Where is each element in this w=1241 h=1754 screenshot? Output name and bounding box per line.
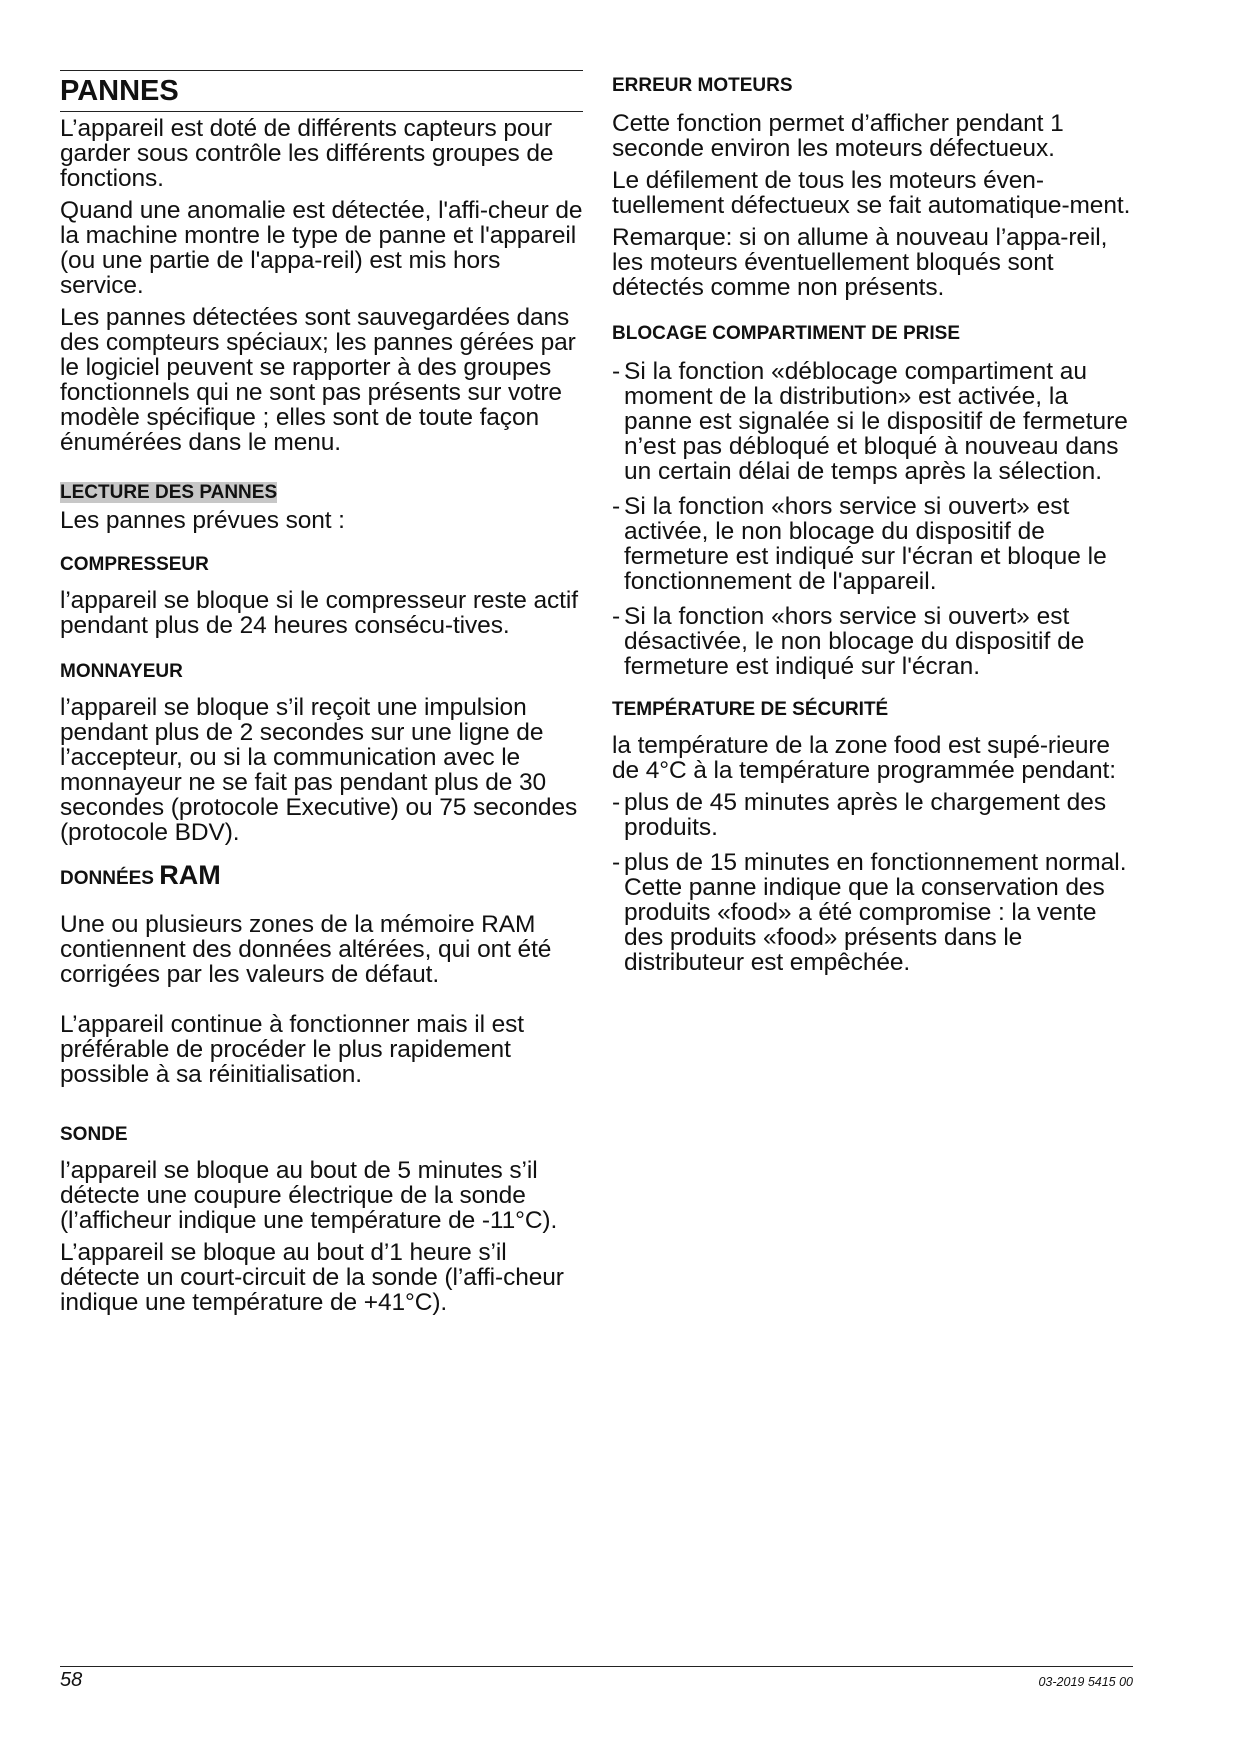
- left-column: [60, 70, 583, 1322]
- section-heading-ram: [60, 860, 583, 890]
- section-heading-lecture: LECTURE DES PANNES: [60, 482, 278, 503]
- section-heading-sonde: SONDE: [60, 1124, 128, 1145]
- footer-divider: [60, 1666, 1133, 1667]
- moteurs-paragraph-1: Cette fonction permet d’afficher pendant 1 seconde environ les moteurs défectueux.: [612, 110, 1064, 162]
- section-heading-monnayeur: MONNAYEUR: [60, 661, 183, 682]
- moteurs-paragraph-3: Remarque: si on allume à nouveau l’appa-reil, les moteurs éventuellement bloqués sont détectés comme non présents.: [612, 224, 1108, 301]
- right-column: [612, 70, 1142, 982]
- temperature-note: Cette panne indique que la conservation des produits «food» a été compromise : la vente des produits «food» présents dans le distributeur est empêchée.: [624, 874, 1105, 976]
- sonde-paragraph-1: l’appareil se bloque au bout de 5 minutes s’il détecte une coupure électrique de la sonde (l’afficheur indique une température de -11°C).: [60, 1157, 558, 1234]
- lecture-text: Les pannes prévues sont :: [60, 507, 345, 534]
- monnayeur-text: l’appareil se bloque s’il reçoit une impulsion pendant plus de 2 secondes sur une ligne de l’accepteur, ou si la communication avec le monnayeur ne se fait pas pendant plus de 30 secondes (protocole Executive) ou 75 secondes (protocole BDV).: [60, 694, 578, 846]
- intro-paragraph-3: Les pannes détectées sont sauvegardées dans des compteurs spéciaux; les pannes gérées par le logiciel peuvent se rapporter à des groupes fonctionnels qui ne sont pas présents sur votre modèle spécifique ; elles sont de toute façon énumérées dans le menu.: [60, 304, 576, 456]
- section-heading-compresseur: COMPRESSEUR: [60, 554, 209, 575]
- section-heading-moteurs: ERREUR MOTEURS: [612, 75, 793, 96]
- section-heading-temperature: TEMPÉRATURE DE SÉCURITÉ: [612, 699, 889, 720]
- list-item: - Si la fonction «déblocage compartiment au moment de la distribution» est activée, la panne est signalée si le dispositif de fermeture n’est pas débloqué et bloqué à nouveau dans un certain délai de temps après la sélection.: [612, 359, 1142, 484]
- intro-paragraph-1: L’appareil est doté de différents capteurs pour garder sous contrôle les différents groupes de fonctions.: [60, 115, 554, 192]
- page-number: 58: [60, 1669, 83, 1691]
- moteurs-paragraph-2: Le défilement de tous les moteurs éven-tuellement défectueux se fait automatique-ment.: [612, 167, 1131, 219]
- temperature-text: la température de la zone food est supé-rieure de 4°C à la température programmée pendant:: [612, 732, 1116, 784]
- list-item: - Si la fonction «hors service si ouvert» est activée, le non blocage du dispositif de fermeture est indiqué sur l'écran et bloque le fonctionnement de l'appareil.: [612, 494, 1142, 594]
- temperature-list: [612, 790, 1142, 875]
- list-item: - Si la fonction «hors service si ouvert» est désactivée, le non blocage du dispositif de fermeture est indiqué sur l'écran.: [612, 604, 1142, 679]
- ram-paragraph-1: Une ou plusieurs zones de la mémoire RAM contiennent des données altérées, qui ont été corrigées par les valeurs de défaut.: [60, 911, 552, 988]
- list-item: - plus de 45 minutes après le chargement des produits.: [612, 790, 1142, 840]
- ram-heading-small: DONNÉES: [60, 868, 154, 889]
- blocage-list: [612, 359, 1142, 679]
- ram-paragraph-2: L’appareil continue à fonctionner mais il est préférable de procéder le plus rapidement possible à sa réinitialisation.: [60, 1011, 525, 1088]
- page-title: PANNES: [60, 70, 583, 112]
- section-heading-blocage: BLOCAGE COMPARTIMENT DE PRISE: [612, 323, 960, 344]
- compresseur-text: l’appareil se bloque si le compresseur reste actif pendant plus de 24 heures consécu-tives.: [60, 587, 578, 639]
- document-code: 03-2019 5415 00: [1038, 1675, 1133, 1689]
- sonde-paragraph-2: L’appareil se bloque au bout d’1 heure s’il détecte un court-circuit de la sonde (l’affi-cheur indique une température de +41°C).: [60, 1239, 564, 1316]
- intro-paragraph-2: Quand une anomalie est détectée, l'affi-cheur de la machine montre le type de panne et l'appareil (ou une partie de l'appa-reil) est mis hors service.: [60, 197, 583, 299]
- ram-heading-big: RAM: [159, 860, 221, 890]
- list-item: - plus de 15 minutes en fonctionnement normal.: [612, 850, 1142, 875]
